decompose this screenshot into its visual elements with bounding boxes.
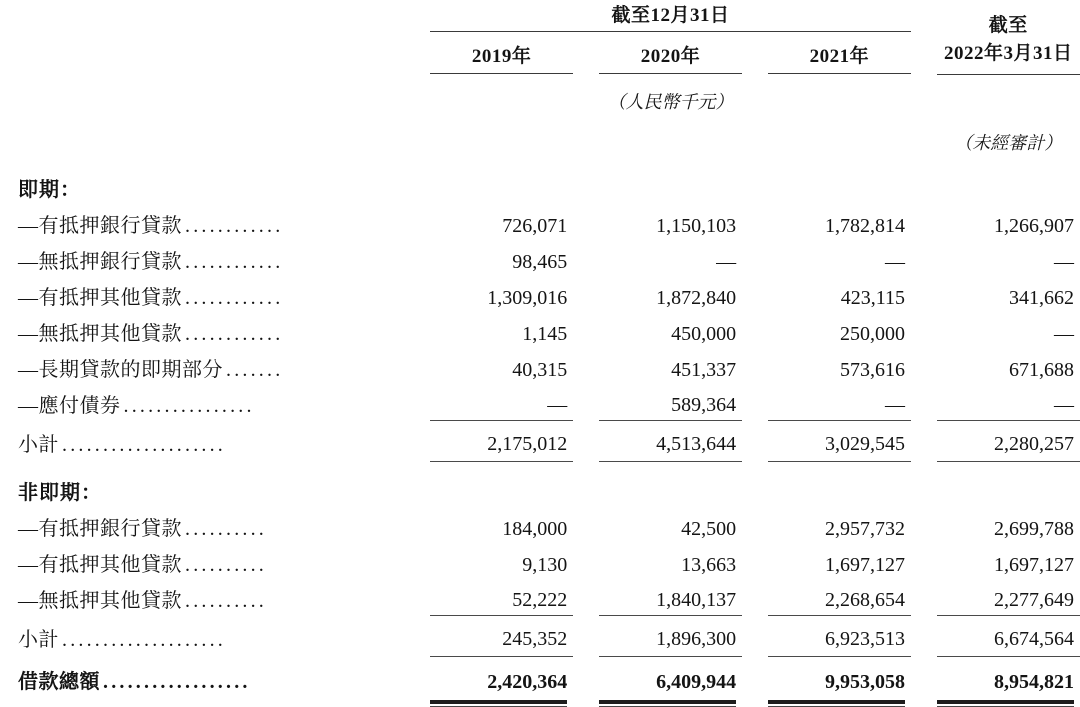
row-text-current-5: —應付債券 [18, 394, 121, 417]
header-period-span: 截至12月31日 [430, 0, 911, 32]
gap [911, 580, 937, 616]
gap [742, 616, 768, 657]
header-span-row [0, 0, 1080, 32]
header-column-2021: 2021年 [768, 32, 911, 74]
grand-total-2021 [768, 657, 911, 698]
subtotal-text-noncurrent: 小計 [18, 628, 59, 651]
gap [573, 385, 599, 421]
table-row [0, 241, 1080, 277]
gap [911, 205, 937, 241]
grand-total-value-2021: 9,953,058 [825, 670, 906, 693]
cell-current-1-2020: — [716, 250, 737, 273]
double-rule [937, 700, 1074, 707]
gap [573, 580, 599, 616]
double-rule [430, 700, 567, 707]
dot-leader: ............ [185, 214, 284, 237]
cell-current-1-2019: 98,465 [512, 250, 568, 273]
gap [742, 508, 768, 544]
cell-noncurrent-1-2019: 9,130 [522, 553, 568, 576]
section-noncurrent-header-row [0, 462, 1080, 508]
gap [573, 508, 599, 544]
table-row [0, 313, 1080, 349]
gap [911, 616, 937, 657]
cell-noncurrent-2-2019: 52,222 [512, 589, 568, 611]
gap [742, 349, 768, 385]
grand-total-label [0, 657, 430, 698]
gap [573, 241, 599, 277]
gap [573, 205, 599, 241]
row-label-current-3 [0, 313, 430, 349]
cell-noncurrent-2-2020: 1,840,137 [656, 589, 737, 611]
header-year-row [0, 32, 1080, 74]
cell-current-3-2020: 450,000 [671, 322, 737, 345]
row-label-current-4 [0, 349, 430, 385]
grand-total-text: 借款總額 [18, 670, 100, 693]
gap [742, 657, 768, 698]
gap [573, 616, 599, 657]
gap [573, 277, 599, 313]
cell-current-0-2022: 1,266,907 [994, 214, 1074, 237]
row-label-current-1 [0, 241, 430, 277]
gap [911, 277, 937, 313]
gap [573, 421, 599, 462]
cell-noncurrent-0-2020: 42,500 [681, 517, 737, 540]
section-noncurrent-header-blank [430, 462, 1080, 508]
row-text-current-3: —無抵押其他貸款 [18, 322, 182, 345]
header-gap-2 [742, 32, 768, 74]
row-text-noncurrent-1: —有抵押其他貸款 [18, 553, 182, 576]
cell-noncurrent-0-2022: 2,699,788 [994, 517, 1074, 540]
cell-noncurrent-1-2022: 1,697,127 [994, 553, 1074, 576]
subtotal-current-2022: 2,280,257 [937, 421, 1080, 462]
dot-leader: .................... [62, 433, 226, 456]
units-row [0, 75, 1080, 118]
dot-leader: .................. [103, 670, 251, 693]
dot-leader: ............ [185, 286, 284, 309]
dot-leader: ....... [226, 358, 284, 381]
double-rule [768, 700, 905, 707]
row-label-noncurrent-0 [0, 508, 430, 544]
cell-current-4-2020: 451,337 [671, 358, 737, 381]
row-label-noncurrent-2 [0, 580, 430, 616]
gap [742, 313, 768, 349]
header-gap-3 [911, 32, 937, 74]
row-label-noncurrent-1 [0, 544, 430, 580]
grand-total-2022 [937, 657, 1080, 698]
section-current-header-row [0, 159, 1080, 205]
table-row [0, 385, 1080, 421]
header-2022-line2: 2022年3月31日 [944, 43, 1073, 64]
header-column-2019: 2019年 [430, 32, 573, 74]
table-row [0, 580, 1080, 616]
units-note: （人民幣千元） [607, 91, 734, 112]
row-text-current-1: —無抵押銀行貸款 [18, 250, 182, 273]
dot-leader: ............ [185, 322, 284, 345]
gap [742, 385, 768, 421]
cell-current-2-2021: 423,115 [840, 286, 906, 309]
table-row [0, 544, 1080, 580]
subtotal-row-noncurrent [0, 616, 1080, 657]
row-text-current-2: —有抵押其他貸款 [18, 286, 182, 309]
table-row [0, 277, 1080, 313]
section-title-current: 即期： [18, 178, 81, 201]
cell-current-0-2020: 1,150,103 [656, 214, 737, 237]
cell-current-5-2020: 589,364 [671, 394, 737, 416]
grand-total-2019 [430, 657, 573, 698]
cell-current-4-2019: 40,315 [512, 358, 568, 381]
subtotal-noncurrent-2019: 245,352 [430, 616, 573, 657]
subtotal-noncurrent-2022: 6,674,564 [937, 616, 1080, 657]
unaudited-row [0, 118, 1080, 159]
gap [573, 657, 599, 698]
cell-current-2-2019: 1,309,016 [487, 286, 568, 309]
cell-current-5-2019: — [547, 394, 568, 416]
gap [742, 241, 768, 277]
grand-total-2020 [599, 657, 742, 698]
table-row [0, 508, 1080, 544]
units-empty [0, 75, 430, 118]
cell-noncurrent-2-2021: 2,268,654 [825, 589, 906, 611]
gap [911, 508, 937, 544]
gap [911, 313, 937, 349]
cell-current-2-2022: 341,662 [1009, 286, 1074, 309]
cell-current-1-2021: — [885, 250, 906, 273]
row-label-current-5 [0, 385, 430, 421]
gap [573, 313, 599, 349]
cell-noncurrent-2-2022: 2,277,649 [994, 589, 1074, 611]
dot-leader: ............ [185, 250, 284, 273]
table-row [0, 349, 1080, 385]
grand-total-value-2020: 6,409,944 [656, 670, 737, 693]
subtotal-label-noncurrent [0, 616, 430, 657]
cell-noncurrent-0-2019: 184,000 [502, 517, 568, 540]
cell-noncurrent-0-2021: 2,957,732 [825, 517, 906, 540]
header-span-empty [0, 0, 430, 32]
subtotal-current-2019: 2,175,012 [430, 421, 573, 462]
row-text-current-4: —長期貸款的即期部分 [18, 358, 223, 381]
units-blank [937, 75, 1080, 118]
unaudited-empty [0, 118, 937, 159]
row-label-current-2 [0, 277, 430, 313]
double-rule [599, 700, 736, 707]
cell-current-5-2021: — [885, 394, 906, 416]
row-label-current-0 [0, 205, 430, 241]
grand-total-value-2019: 2,420,364 [487, 670, 568, 693]
dot-leader: .......... [185, 517, 267, 540]
subtotal-row-current [0, 421, 1080, 462]
header-column-2022 [937, 0, 1080, 74]
gap [742, 277, 768, 313]
cell-current-2-2020: 1,872,840 [656, 286, 737, 309]
gap [742, 544, 768, 580]
subtotal-noncurrent-2020: 1,896,300 [599, 616, 742, 657]
header-gap-1 [573, 32, 599, 74]
header-span-gap [911, 0, 937, 32]
cell-current-4-2021: 573,616 [840, 358, 906, 381]
cell-current-0-2021: 1,782,814 [825, 214, 906, 237]
gap [742, 205, 768, 241]
gap [911, 544, 937, 580]
section-title-noncurrent: 非即期： [18, 481, 102, 504]
cell-current-4-2022: 671,688 [1009, 358, 1074, 381]
cell-current-0-2019: 726,071 [502, 214, 568, 237]
gap [911, 657, 937, 698]
cell-current-3-2019: 1,145 [522, 322, 568, 345]
gap [573, 349, 599, 385]
dot-leader: ................ [123, 394, 255, 417]
cell-current-3-2022: — [1054, 322, 1074, 345]
dot-leader: .................... [62, 628, 226, 651]
header-year-empty [0, 32, 430, 74]
gap [911, 349, 937, 385]
grand-total-value-2022: 8,954,821 [994, 670, 1074, 693]
dot-leader: .......... [185, 589, 267, 612]
cell-noncurrent-1-2020: 13,663 [681, 553, 737, 576]
gap [911, 385, 937, 421]
subtotal-label-current [0, 421, 430, 462]
grand-total-row [0, 657, 1080, 698]
table-row [0, 205, 1080, 241]
cell-current-5-2022: — [1054, 394, 1074, 416]
header-column-2020: 2020年 [599, 32, 742, 74]
gap [573, 544, 599, 580]
dot-leader: .......... [185, 553, 267, 576]
cell-current-1-2022: — [1054, 250, 1074, 273]
gap [742, 421, 768, 462]
gap [742, 580, 768, 616]
row-text-current-0: —有抵押銀行貸款 [18, 214, 182, 237]
subtotal-noncurrent-2021: 6,923,513 [768, 616, 911, 657]
header-2022-line1: 截至 [988, 14, 1028, 36]
units-gap [911, 75, 937, 118]
subtotal-current-2021: 3,029,545 [768, 421, 911, 462]
subtotal-current-2020: 4,513,644 [599, 421, 742, 462]
section-current-header-blank [430, 159, 1080, 205]
subtotal-text-current: 小計 [18, 433, 59, 456]
cell-current-3-2021: 250,000 [840, 322, 906, 345]
row-text-noncurrent-0: —有抵押銀行貸款 [18, 517, 182, 540]
gap [911, 241, 937, 277]
row-text-noncurrent-2: —無抵押其他貸款 [18, 589, 182, 612]
unaudited-note: （未經審計） [954, 132, 1063, 153]
cell-noncurrent-1-2021: 1,697,127 [825, 553, 906, 576]
gap [911, 421, 937, 462]
